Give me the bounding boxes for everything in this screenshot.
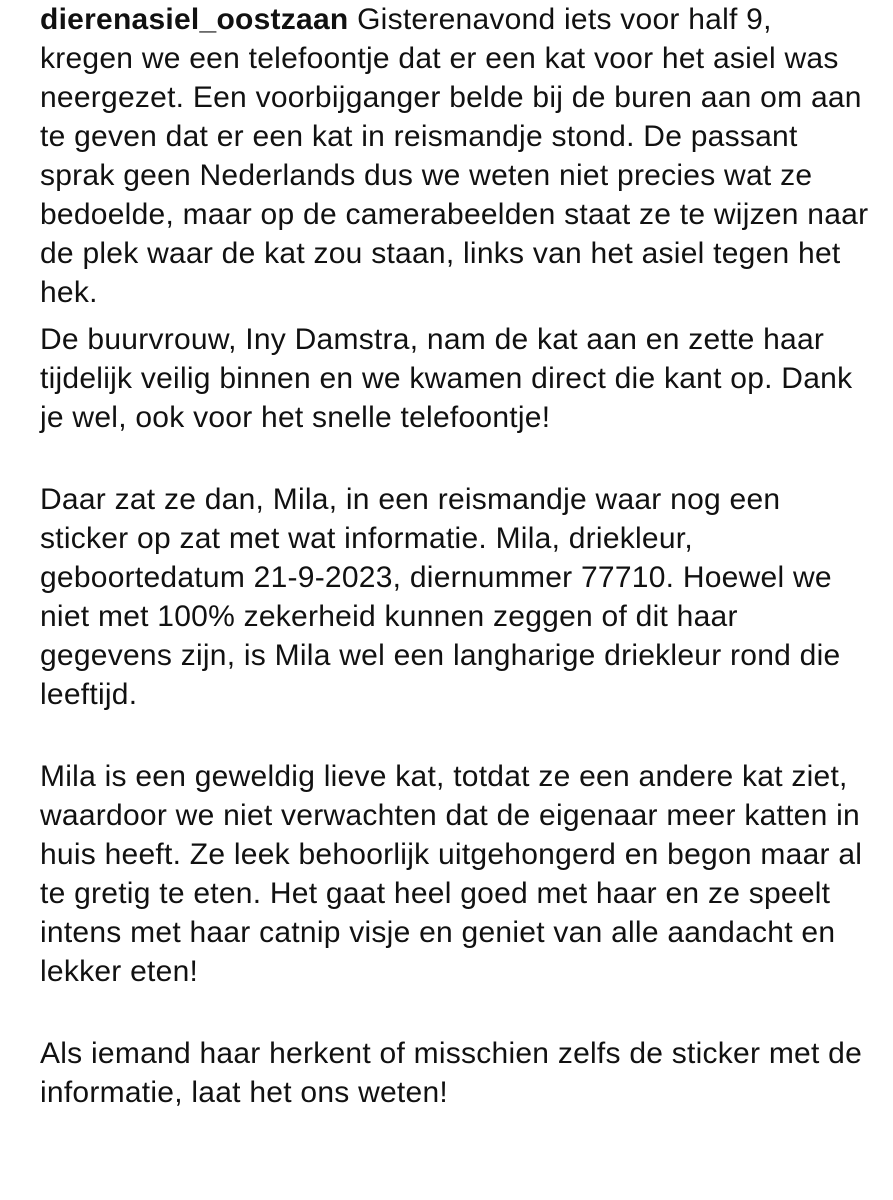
username-link[interactable]: dierenasiel_oostzaan	[40, 3, 349, 36]
caption-paragraph: Daar zat ze dan, Mila, in een reismandje waar nog een sticker op zat met wat informatie. Mila, driekleur, geboortedatum 21-9-2023, diernummer 77710. Hoewel we niet met 100% zekerheid kunnen zeggen of dit haar gegevens zijn, is Mila wel een langharige driekleur rond die leeftijd.	[40, 483, 841, 711]
caption-paragraph: De buurvrouw, Iny Damstra, nam de kat aan en zette haar tijdelijk veilig binnen en we kwamen direct die kant op. Dank je wel, ook voor het snelle telefoontje!	[40, 323, 853, 434]
caption-paragraph: Als iemand haar herkent of misschien zelfs de sticker met de informatie, laat het ons weten!	[40, 1037, 863, 1109]
caption-paragraph: Mila is een geweldig lieve kat, totdat ze een andere kat ziet, waardoor we niet verwachten dat de eigenaar meer katten in huis heeft. Ze leek behoorlijk uitgehongerd en begon maar al te gretig te eten. Het gaat heel goed met haar en ze speelt intens met haar catnip visje en geniet van alle aandacht en lekker eten!	[40, 760, 863, 988]
post-caption	[40, 0, 870, 1112]
caption-paragraph	[40, 0, 870, 312]
caption-text: Gisterenavond iets voor half 9, kregen we een telefoontje dat er een kat voor het asiel was neergezet. Een voorbijganger belde bij de buren aan om aan te geven dat er een kat in reismandje stond. De passant sprak geen Nederlands dus we weten niet precies wat ze bedoelde, maar op de camerabeelden staat ze te wijzen naar de plek waar de kat zou staan, links van het asiel tegen het hek.	[40, 3, 869, 309]
